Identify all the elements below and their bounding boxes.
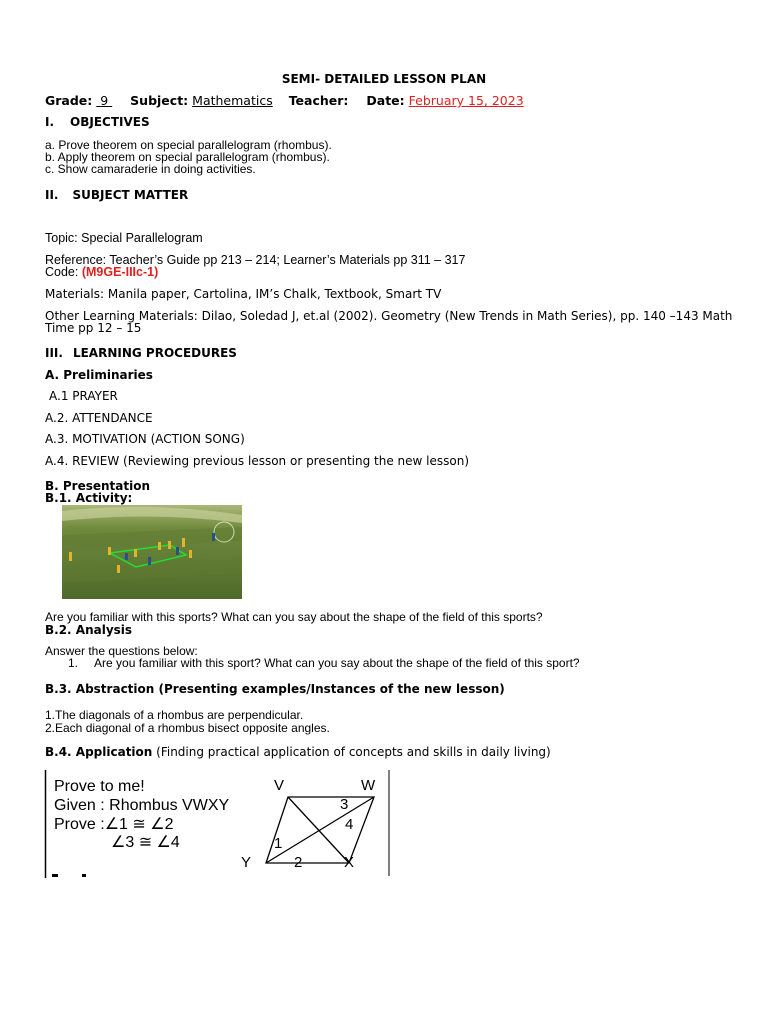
soccer-field-photo [62, 505, 242, 599]
grade-value: 9 [100, 93, 109, 108]
proof-given: Given : Rhombus VWXY [54, 797, 230, 814]
grade-label: Grade: [45, 93, 93, 108]
proof-statement-2: ∠3 ≅ ∠4 [111, 834, 180, 851]
activity-question: Are you familiar with this sports? What can you say about the shape of the field of this sports? [45, 610, 543, 624]
presentation-heading: B. Presentation [45, 479, 151, 493]
materials-line: Materials: Manila paper, Cartolina, IM’s Chalk, Textbook, Smart TV [45, 287, 442, 301]
code-label: Code: [45, 265, 79, 279]
analysis-heading: B.2. Analysis [45, 623, 133, 637]
analysis-question [68, 656, 580, 670]
proof-figure [44, 770, 392, 878]
code-line [45, 265, 158, 279]
other-materials-line2: Time pp 12 – 15 [45, 321, 142, 335]
proof-statement-1: Prove :∠1 ≅ ∠2 [54, 816, 174, 833]
vertex-y: Y [241, 854, 252, 871]
analysis-question-number: 1. [68, 656, 79, 670]
subject-label: Subject: [130, 93, 189, 108]
vertex-w: W [361, 777, 376, 794]
objective-b: b. Apply theorem on special parallelogram (rhombus). [45, 150, 330, 164]
reference-line: Reference: Teacher’s Guide pp 213 – 214; Learner’s Materials pp 311 – 317 [45, 253, 466, 267]
objective-a: a. Prove theorem on special parallelogram (rhombus). [45, 138, 332, 152]
analysis-intro: Answer the questions below: [45, 644, 198, 658]
vertex-x: X [344, 854, 355, 871]
analysis-question-text: Are you familiar with this sport? What can you say about the shape of the field of this sport? [94, 656, 580, 670]
angle-2-label: 2 [294, 854, 303, 871]
topic-line: Topic: Special Parallelogram [45, 231, 203, 245]
prayer-item: A.1 PRAYER [49, 389, 118, 403]
proof-title: Prove to me! [54, 778, 145, 795]
other-materials-line1: Other Learning Materials: Dilao, Soledad J, et.al (2002). Geometry (New Trends in Math Series), pp. 140 –143 Math [45, 309, 733, 323]
angle-1-label: 1 [274, 835, 283, 852]
abstraction-item-2: 2.Each diagonal of a rhombus bisect opposite angles. [45, 721, 330, 735]
page-title: SEMI- DETAILED LESSON PLAN [281, 72, 487, 86]
procedures-heading: III. LEARNING PROCEDURES [45, 346, 237, 360]
objectives-heading: I. OBJECTIVES [45, 115, 150, 129]
subject-value: Mathematics [192, 93, 273, 108]
code-value: (M9GE-IIIc-1) [81, 265, 159, 279]
teacher-label: Teacher: [288, 93, 349, 108]
abstraction-item-1: 1.The diagonals of a rhombus are perpendicular. [45, 708, 304, 722]
attendance-item: A.2. ATTENDANCE [45, 411, 153, 425]
header-line [45, 93, 524, 108]
abstraction-heading: B.3. Abstraction (Presenting examples/Instances of the new lesson) [45, 682, 505, 696]
application-label: B.4. Application [45, 745, 153, 759]
soccer-field-illustration [62, 505, 242, 599]
subject-matter-heading: II. SUBJECT MATTER [45, 188, 189, 202]
angle-3-label: 3 [340, 796, 349, 813]
date-label: Date: [366, 93, 405, 108]
preliminaries-heading: A. Preliminaries [45, 368, 153, 382]
vertex-v: V [274, 777, 285, 794]
application-heading [45, 745, 551, 759]
objective-c: c. Show camaraderie in doing activities. [45, 162, 256, 176]
date-value: February 15, 2023 [408, 93, 524, 108]
application-note: (Finding practical application of concepts and skills in daily living) [152, 745, 551, 759]
review-item: A.4. REVIEW (Reviewing previous lesson or presenting the new lesson) [45, 454, 470, 468]
motivation-item: A.3. MOTIVATION (ACTION SONG) [45, 432, 245, 446]
angle-4-label: 4 [345, 816, 354, 833]
activity-heading: B.1. Activity: [45, 491, 133, 505]
rhombus-proof-diagram [44, 770, 392, 878]
